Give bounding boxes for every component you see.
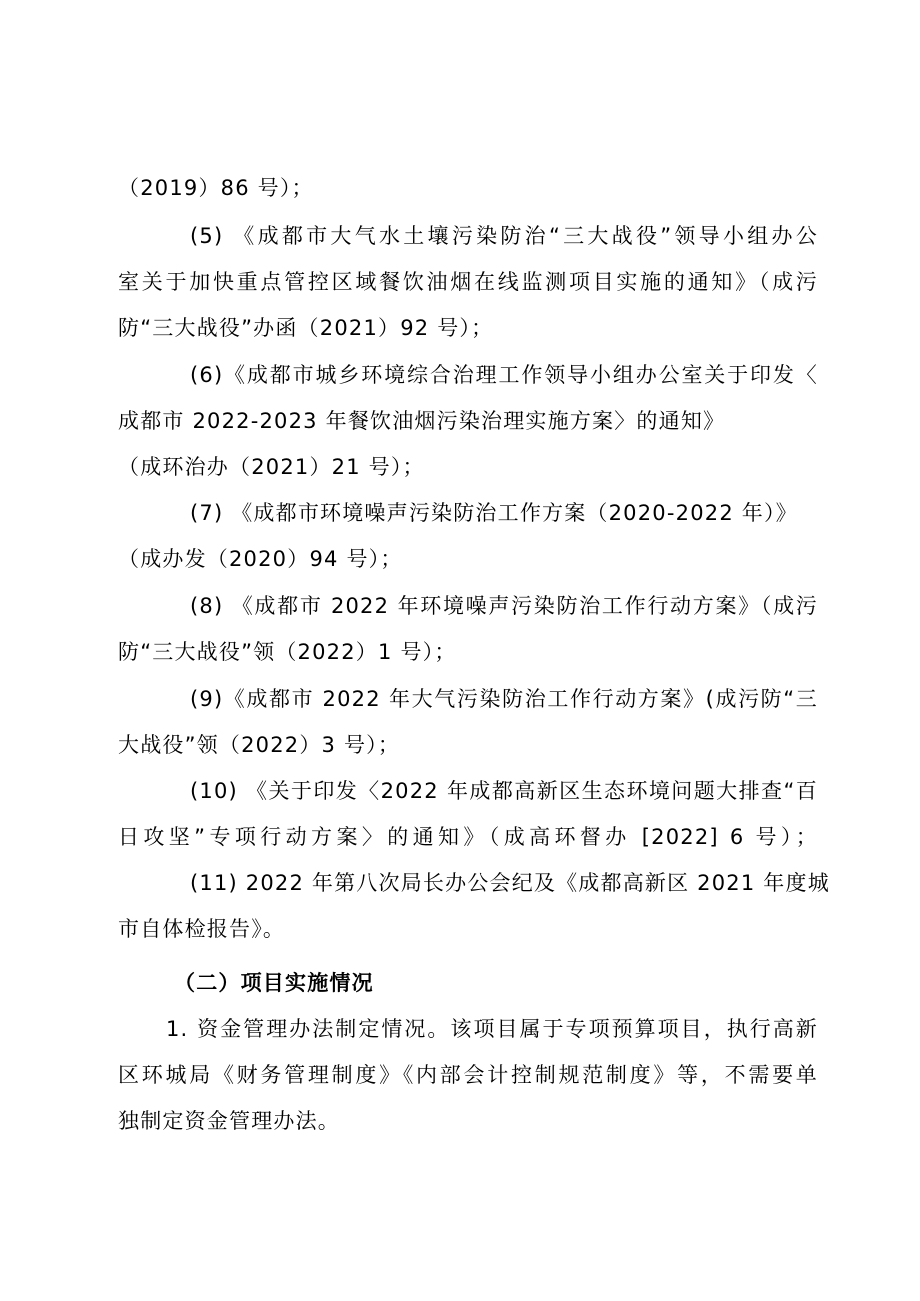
paragraph-line-2: 区环城局《财务管理制度》《内部会计控制规范制度》等，不需要单 xyxy=(118,1063,818,1087)
paragraph-line-1: 1. 资金管理办法制定情况。该项目属于专项预算项目，执行高新 xyxy=(166,1017,818,1041)
text-line-10: (8) 《成都市 2022 年环境噪声污染防治工作行动方案》（成污 xyxy=(190,594,818,618)
text-line-6: 成都市 2022-2023 年餐饮油烟污染治理实施方案〉的通知》 xyxy=(118,409,726,433)
text-line-11: 防“三大战役”领（2022）1 号）； xyxy=(118,640,457,664)
text-line-7: （成环治办（2021）21 号）； xyxy=(118,455,425,479)
text-line-16: (11) 2022 年第八次局长办公会纪及《成都高新区 2021 年度城 xyxy=(190,871,830,895)
section-heading: （二）项目实施情况 xyxy=(174,971,374,995)
text-line-13: 大战役”领（2022）3 号）； xyxy=(118,733,401,757)
text-line-1: （2019）86 号）； xyxy=(118,176,314,200)
text-line-3: 室关于加快重点管控区域餐饮油烟在线监测项目实施的通知》（成污 xyxy=(118,270,818,294)
text-line-2: (5) 《成都市大气水土壤污染防治“三大战役”领导小组办公 xyxy=(190,224,818,248)
text-line-12: (9)《成都市 2022 年大气污染防治工作行动方案》(成污防“三 xyxy=(190,687,818,711)
text-line-15: 日攻坚”专项行动方案〉的通知》（成高环督办 [2022] 6 号）； xyxy=(118,825,818,849)
text-line-14: (10) 《关于印发〈2022 年成都高新区生态环境问题大排查“百 xyxy=(190,779,818,803)
text-line-8: (7) 《成都市环境噪声污染防治工作方案（2020-2022 年）》 xyxy=(190,501,798,525)
text-line-17: 市自体检报告》。 xyxy=(118,917,286,941)
text-line-4: 防“三大战役”办函（2021）92 号）； xyxy=(118,316,494,340)
paragraph-line-3: 独制定资金管理办法。 xyxy=(118,1109,340,1133)
text-line-5: (6)《成都市城乡环境综合治理工作领导小组办公室关于印发〈 xyxy=(190,363,818,387)
text-line-9: （成办发（2020）94 号）； xyxy=(118,547,403,571)
